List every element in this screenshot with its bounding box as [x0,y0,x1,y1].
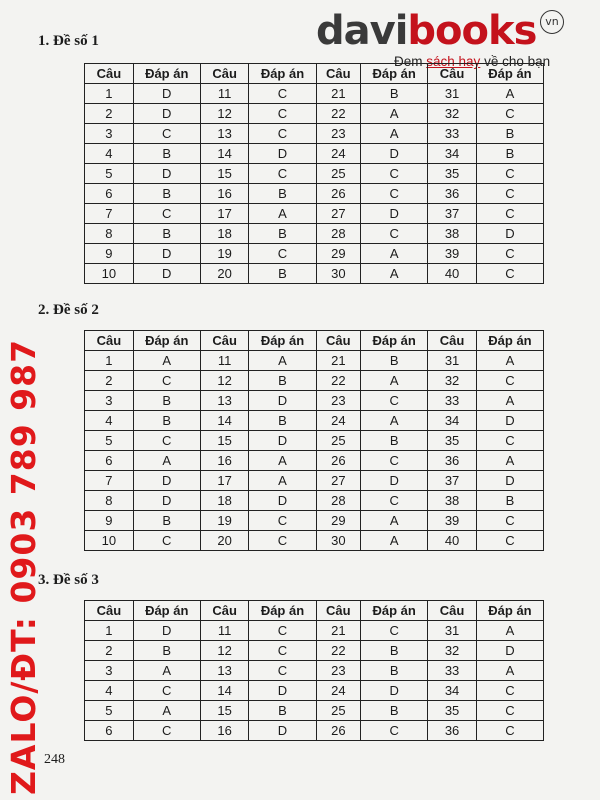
answer-letter: C [133,124,200,144]
answer-letter: C [133,681,200,701]
question-number: 4 [85,411,134,431]
answer-letter: B [249,264,316,284]
header-question: Câu [200,331,249,351]
question-number: 19 [200,511,249,531]
header-question: Câu [200,64,249,84]
answer-letter: D [133,164,200,184]
table-row [85,351,544,371]
answer-table-3 [84,600,544,741]
answer-letter: A [476,661,543,681]
answer-letter: C [361,621,428,641]
answer-letter: C [133,371,200,391]
question-number: 11 [200,621,249,641]
answer-letter: D [361,681,428,701]
question-number: 15 [200,701,249,721]
answer-letter: D [133,244,200,264]
question-number: 32 [428,371,477,391]
question-number: 21 [316,621,361,641]
table-row [85,641,544,661]
answer-letter: A [249,471,316,491]
question-number: 32 [428,641,477,661]
answer-letter: D [133,84,200,104]
question-number: 1 [85,621,134,641]
question-number: 1 [85,351,134,371]
answer-letter: C [476,244,543,264]
question-number: 5 [85,701,134,721]
header-answer: Đáp án [133,64,200,84]
question-number: 24 [316,411,361,431]
answer-letter: C [133,431,200,451]
question-number: 33 [428,391,477,411]
answer-letter: B [133,411,200,431]
header-answer: Đáp án [476,601,543,621]
table-row [85,681,544,701]
question-number: 3 [85,661,134,681]
table-row [85,411,544,431]
question-number: 5 [85,164,134,184]
logo-wordmark [316,8,536,54]
answer-letter: D [133,621,200,641]
question-number: 38 [428,491,477,511]
answer-letter: B [476,124,543,144]
answer-letter: A [476,351,543,371]
answer-letter: A [361,411,428,431]
question-number: 29 [316,511,361,531]
answer-letter: B [133,224,200,244]
question-number: 35 [428,164,477,184]
question-number: 14 [200,681,249,701]
question-number: 13 [200,391,249,411]
answer-letter: D [133,264,200,284]
question-number: 6 [85,451,134,471]
question-number: 26 [316,451,361,471]
table-row [85,621,544,641]
question-number: 31 [428,621,477,641]
question-number: 32 [428,104,477,124]
answer-letter: B [361,701,428,721]
question-number: 38 [428,224,477,244]
answer-letter: C [476,164,543,184]
question-number: 25 [316,701,361,721]
logo-vn-badge: vn [540,10,564,34]
answer-letter: B [361,661,428,681]
answer-letter: B [133,184,200,204]
question-number: 12 [200,641,249,661]
table-row [85,244,544,264]
question-number: 28 [316,224,361,244]
question-number: 37 [428,471,477,491]
header-question: Câu [85,331,134,351]
answer-letter: B [133,511,200,531]
answer-letter: C [249,124,316,144]
answer-letter: C [476,721,543,741]
answer-letter: D [249,144,316,164]
answer-letter: A [361,371,428,391]
question-number: 35 [428,701,477,721]
question-number: 18 [200,224,249,244]
question-number: 18 [200,491,249,511]
question-number: 22 [316,641,361,661]
table-row [85,184,544,204]
question-number: 34 [428,144,477,164]
answer-letter: D [476,411,543,431]
question-number: 4 [85,681,134,701]
question-number: 21 [316,351,361,371]
question-number: 26 [316,184,361,204]
answer-letter: C [249,641,316,661]
answer-letter: C [361,391,428,411]
question-number: 30 [316,264,361,284]
answer-letter: A [133,451,200,471]
answer-letter: B [361,84,428,104]
header-question: Câu [85,64,134,84]
header-answer: Đáp án [133,331,200,351]
question-number: 4 [85,144,134,164]
question-number: 11 [200,84,249,104]
answer-letter: C [361,164,428,184]
question-number: 10 [85,531,134,551]
answer-letter: C [249,511,316,531]
question-number: 27 [316,471,361,491]
answer-letter: C [476,204,543,224]
answer-letter: B [133,144,200,164]
answer-letter: C [249,661,316,681]
question-number: 7 [85,471,134,491]
question-number: 16 [200,451,249,471]
page-number: 248 [44,752,65,767]
question-number: 12 [200,371,249,391]
question-number: 2 [85,104,134,124]
table-row [85,124,544,144]
header-answer: Đáp án [133,601,200,621]
question-number: 17 [200,204,249,224]
question-number: 6 [85,721,134,741]
answer-letter: B [249,224,316,244]
answer-letter: C [249,244,316,264]
question-number: 8 [85,491,134,511]
header-question: Câu [316,601,361,621]
question-number: 24 [316,681,361,701]
question-number: 39 [428,511,477,531]
answer-letter: C [361,184,428,204]
question-number: 40 [428,531,477,551]
question-number: 36 [428,184,477,204]
answer-letter: C [361,451,428,471]
table-row [85,104,544,124]
answer-letter: C [476,511,543,531]
question-number: 5 [85,431,134,451]
answer-letter: C [476,681,543,701]
question-number: 13 [200,661,249,681]
question-number: 7 [85,204,134,224]
question-number: 16 [200,184,249,204]
answer-letter: D [361,144,428,164]
header-answer: Đáp án [476,64,543,84]
answer-letter: B [249,184,316,204]
answer-letter: A [249,451,316,471]
table-row [85,431,544,451]
header-answer: Đáp án [249,601,316,621]
answer-letter: B [133,391,200,411]
question-number: 25 [316,431,361,451]
question-number: 27 [316,204,361,224]
question-number: 11 [200,351,249,371]
question-number: 19 [200,244,249,264]
header-question: Câu [428,601,477,621]
answer-letter: C [476,184,543,204]
header-answer: Đáp án [361,64,428,84]
answer-letter: C [249,621,316,641]
question-number: 23 [316,391,361,411]
answer-letter: D [249,681,316,701]
answer-letter: C [476,264,543,284]
logo-davi: davi [316,8,408,54]
answer-letter: C [476,701,543,721]
question-number: 23 [316,661,361,681]
header-answer: Đáp án [361,601,428,621]
question-number: 14 [200,144,249,164]
answer-letter: A [133,351,200,371]
question-number: 10 [85,264,134,284]
answer-letter: C [133,531,200,551]
slogan-start: Đem [394,54,427,69]
answer-letter: C [476,531,543,551]
header-answer: Đáp án [476,331,543,351]
answer-letter: B [249,411,316,431]
answer-letter: D [249,431,316,451]
answer-letter: D [249,721,316,741]
answer-letter: A [361,511,428,531]
answer-letter: A [361,104,428,124]
question-number: 37 [428,204,477,224]
header-question: Câu [316,64,361,84]
question-number: 33 [428,661,477,681]
table-row [85,371,544,391]
answer-table-2 [84,330,544,551]
answer-letter: C [249,164,316,184]
question-number: 24 [316,144,361,164]
table-row [85,721,544,741]
answer-letter: C [249,531,316,551]
answer-letter: B [249,701,316,721]
question-number: 21 [316,84,361,104]
question-number: 1 [85,84,134,104]
question-number: 31 [428,351,477,371]
question-number: 16 [200,721,249,741]
question-number: 31 [428,84,477,104]
question-number: 6 [85,184,134,204]
question-number: 12 [200,104,249,124]
table-row [85,531,544,551]
question-number: 13 [200,124,249,144]
answer-letter: D [249,391,316,411]
answer-letter: A [476,621,543,641]
question-number: 14 [200,411,249,431]
answer-letter: D [133,471,200,491]
section-1-title: 1. Đề số 1 [38,33,99,49]
question-number: 22 [316,371,361,391]
answer-letter: A [476,391,543,411]
table-row [85,164,544,184]
answer-letter: A [249,204,316,224]
table-row [85,471,544,491]
answer-letter: B [361,641,428,661]
answer-letter: A [361,244,428,264]
answer-letter: A [361,531,428,551]
header-question: Câu [85,601,134,621]
logo-books: books [407,8,537,54]
table-row [85,511,544,531]
answer-letter: C [361,224,428,244]
question-number: 2 [85,641,134,661]
slogan-highlight: sách hay [426,54,481,69]
question-number: 2 [85,371,134,391]
answer-letter: B [249,371,316,391]
answer-letter: A [133,701,200,721]
answer-letter: D [476,224,543,244]
question-number: 40 [428,264,477,284]
question-number: 34 [428,411,477,431]
header-question: Câu [428,64,477,84]
table-header-row [85,601,544,621]
header-question: Câu [316,331,361,351]
answer-letter: A [361,264,428,284]
question-number: 23 [316,124,361,144]
answer-letter: D [249,491,316,511]
header-question: Câu [428,331,477,351]
answer-letter: C [361,491,428,511]
answer-letter: D [133,104,200,124]
answer-letter: A [249,351,316,371]
question-number: 22 [316,104,361,124]
question-number: 15 [200,164,249,184]
question-number: 26 [316,721,361,741]
table-row [85,144,544,164]
answer-letter: C [361,721,428,741]
question-number: 9 [85,511,134,531]
question-number: 35 [428,431,477,451]
answer-letter: D [476,471,543,491]
header-answer: Đáp án [249,64,316,84]
question-number: 9 [85,244,134,264]
table-row [85,204,544,224]
question-number: 15 [200,431,249,451]
question-number: 30 [316,531,361,551]
question-number: 36 [428,451,477,471]
slogan-end: về cho bạn [480,54,551,69]
header-answer: Đáp án [361,331,428,351]
section-2-title: 2. Đề số 2 [38,302,99,318]
table-header-row [85,331,544,351]
question-number: 34 [428,681,477,701]
answer-letter: B [361,351,428,371]
answer-letter: C [249,104,316,124]
answer-letter: D [361,204,428,224]
answer-letter: A [133,661,200,681]
table-row [85,491,544,511]
table-row [85,391,544,411]
answer-letter: C [249,84,316,104]
answer-letter: C [476,371,543,391]
question-number: 28 [316,491,361,511]
contact-phone-watermark: ZALO/ĐT: 0903 789 987 [4,338,43,795]
question-number: 17 [200,471,249,491]
question-number: 20 [200,264,249,284]
answer-letter: A [476,84,543,104]
question-number: 8 [85,224,134,244]
table-row [85,451,544,471]
header-answer: Đáp án [249,331,316,351]
question-number: 29 [316,244,361,264]
question-number: 25 [316,164,361,184]
answer-table-1 [84,63,544,284]
answer-letter: C [476,104,543,124]
answer-letter: C [133,721,200,741]
header-question: Câu [200,601,249,621]
answer-letter: A [476,451,543,471]
table-header-row [85,64,544,84]
question-number: 3 [85,124,134,144]
answer-letter: B [361,431,428,451]
table-row [85,701,544,721]
answer-letter: D [476,641,543,661]
section-3-title: 3. Đề số 3 [38,572,99,588]
answer-letter: A [361,124,428,144]
answer-letter: D [133,491,200,511]
question-number: 3 [85,391,134,411]
question-number: 39 [428,244,477,264]
question-number: 20 [200,531,249,551]
question-number: 33 [428,124,477,144]
table-row [85,224,544,244]
question-number: 36 [428,721,477,741]
answer-letter: C [476,431,543,451]
answer-letter: B [133,641,200,661]
table-row [85,84,544,104]
answer-letter: C [133,204,200,224]
answer-letter: B [476,491,543,511]
table-row [85,661,544,681]
answer-letter: D [361,471,428,491]
answer-letter: B [476,144,543,164]
table-row [85,264,544,284]
